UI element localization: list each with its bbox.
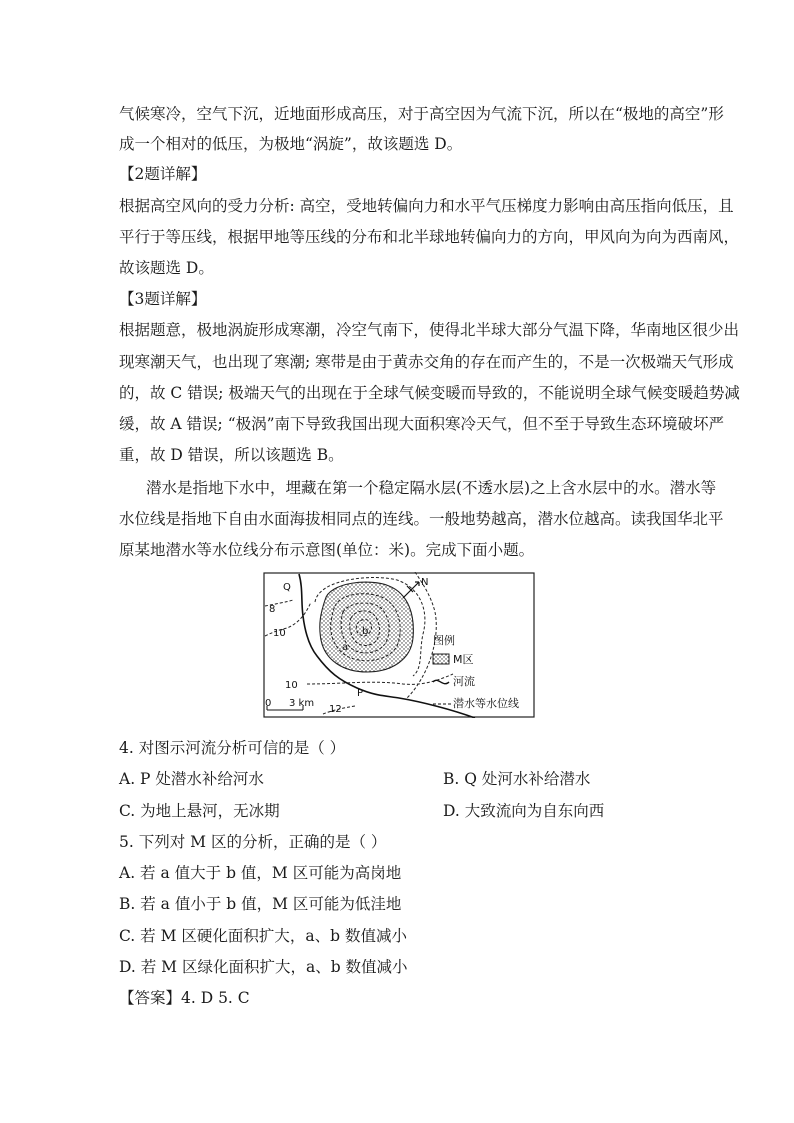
point-p-label: P (357, 688, 364, 699)
legend-m-zone-swatch (433, 654, 449, 664)
intro-line: 水位线是指地下自由水面海拔相同点的连线。一般地势越高，潜水位越高。读我国华北平 (119, 510, 724, 528)
paragraph-line: 根据题意，极地涡旋形成寒潮，冷空气南下，使得北半球大部分气温下降，华南地区很少出 (119, 321, 740, 339)
question-4-option-c: C. 为地上悬河，无冰期 (119, 802, 280, 820)
question-5-option-a: A. 若 a 值大于 b 值，M 区可能为高岗地 (119, 864, 402, 882)
contour-label-10-south: 10 (285, 680, 298, 691)
intro-line: 原某地潜水等水位线分布示意图(单位：米)。完成下面小题。 (119, 541, 535, 559)
contour-label-8: 8 (269, 604, 276, 615)
answer-line: 【答案】4. D 5. C (119, 989, 250, 1007)
paragraph-line: 现寒潮天气，也出现了寒潮; 寒带是由于黄赤交角的存在而产生的，不是一次极端天气形成 (119, 353, 734, 371)
scale-zero-label: 0 (265, 698, 272, 709)
scale-km-label: 3 km (289, 698, 315, 709)
paragraph-line: 缓，故 A 错误; “极涡”南下导致我国出现大面积寒冷天气，但不至于导致生态环境破坏严 (119, 415, 725, 433)
point-b-label: b (362, 626, 369, 637)
north-label: N (421, 577, 429, 588)
question-5-option-c: C. 若 M 区硬化面积扩大，a、b 数值减小 (119, 927, 407, 945)
section-heading: 【3题详解】 (119, 290, 207, 308)
paragraph-line: 重，故 D 错误，所以该题选 B。 (119, 446, 344, 464)
question-4-option-a: A. P 处潜水补给河水 (119, 770, 264, 788)
question-4-option-b: B. Q 处河水补给潜水 (443, 770, 591, 788)
paragraph-line: 根据高空风向的受力分析: 高空，受地转偏向力和水平气压梯度力影响由高压指向低压，且 (119, 197, 734, 215)
question-4-stem: 4. 对图示河流分析可信的是（ ） (119, 739, 346, 757)
intro-line: 潜水是指地下水中，埋藏在第一个稳定隔水层(不透水层)之上含水层中的水。潜水等 (146, 479, 717, 497)
paragraph-line: 平行于等压线，根据甲地等压线的分布和北半球地转偏向力的方向，甲风向为向为西南风， (119, 228, 740, 246)
contour-label-10: 10 (273, 628, 286, 639)
legend-m-zone-label: M区 (453, 653, 474, 666)
paragraph-line: 气候寒冷，空气下沉，近地面形成高压，对于高空因为气流下沉，所以在“极地的高空”形 (119, 105, 724, 123)
paragraph-line: 成一个相对的低压，为极地“涡旋”，故该题选 D。 (119, 135, 463, 153)
paragraph-line: 的，故 C 错误; 极端天气的出现在于全球气候变暖而导致的，不能说明全球气候变暖趋势减 (119, 384, 740, 402)
section-heading: 【2题详解】 (119, 165, 207, 183)
question-5-stem: 5. 下列对 M 区的分析，正确的是（ ） (119, 833, 387, 851)
legend-contour-label: 潜水等水位线 (453, 697, 519, 710)
legend-title: 图例 (433, 634, 455, 647)
question-5-option-b: B. 若 a 值小于 b 值，M 区可能为低洼地 (119, 895, 402, 913)
point-q-label: Q (283, 582, 291, 593)
legend-river-label: 河流 (453, 675, 475, 688)
question-4-option-d: D. 大致流向为自东向西 (443, 802, 605, 820)
groundwater-contour-map (263, 572, 535, 718)
paragraph-line: 故该题选 D。 (119, 259, 214, 277)
point-a-label: a (342, 642, 349, 653)
contour-label-12: 12 (329, 704, 342, 715)
question-5-option-d: D. 若 M 区绿化面积扩大，a、b 数值减小 (119, 958, 408, 976)
